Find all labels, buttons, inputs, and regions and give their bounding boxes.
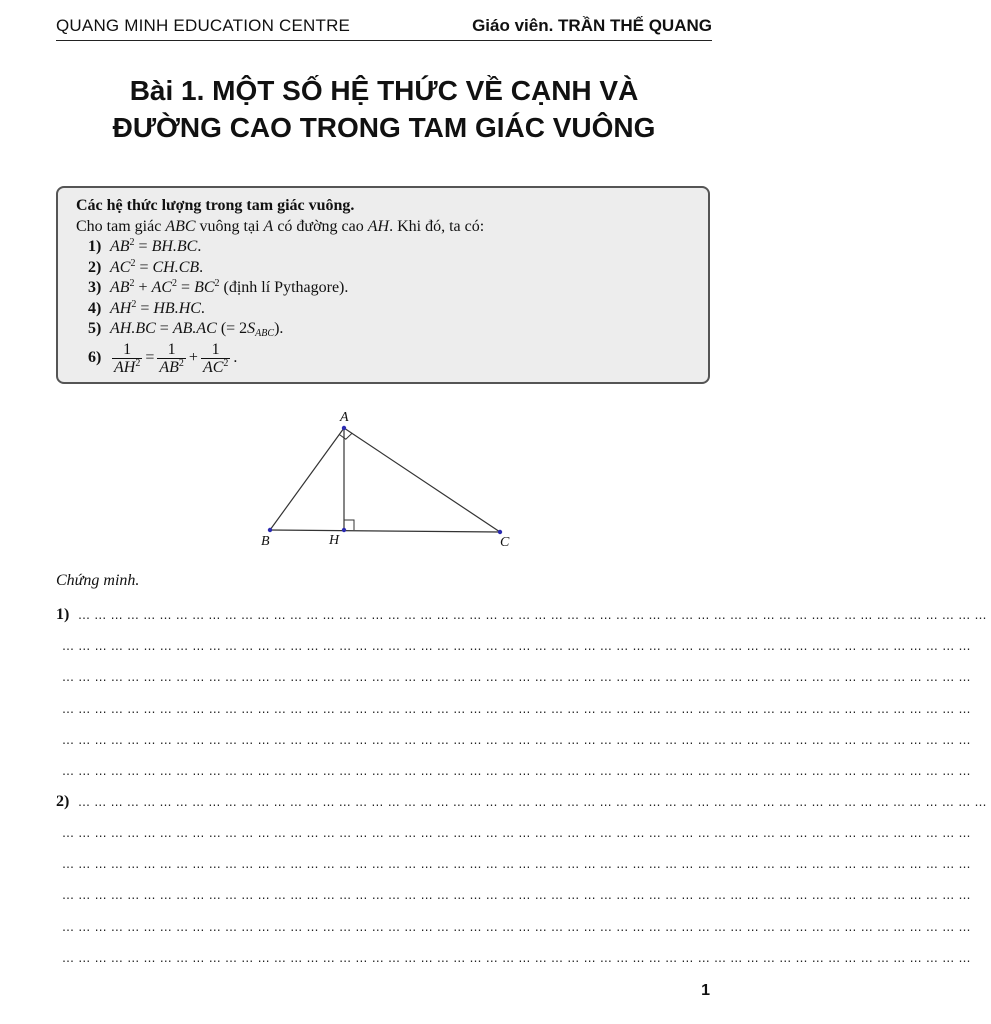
formula-2 [76,258,690,279]
intro-triangle: ABC [165,217,196,235]
answer-line-1-1[interactable] [56,606,991,626]
formula-exponent: 2 [178,357,184,369]
dot-leader: …………………………………………………………………………………………………………………………………………………… [78,795,991,809]
fraction-numerator: 1 [211,340,220,358]
intro-text: Cho tam giác [76,217,166,235]
formula-end: . [197,238,202,255]
dot-leader: …………………………………………………………………………………………………………………………………………………… [62,920,975,934]
point-c [498,530,502,534]
formula-exponent: 2 [129,237,135,248]
formula-number: 4) [88,299,102,317]
answer-line-2-3[interactable] [56,855,975,875]
teacher-name: Giáo viên. TRẦN THẾ QUANG [472,16,712,35]
formula-plus: + [188,348,198,366]
answer-line-2-1[interactable] [56,793,991,813]
formula-equals: = [136,299,154,317]
answer-line-2-5[interactable] [56,918,975,938]
proof-item-number: 2) [56,793,70,810]
formula-6 [76,341,690,376]
answer-line-1-2[interactable] [56,637,975,657]
theorem-intro [76,217,690,238]
dot-leader: …………………………………………………………………………………………………………………………………………………… [62,670,975,684]
formula-number: 6) [88,348,102,366]
right-angle-mark-a [339,433,352,439]
formula-paren: ). [274,320,284,337]
answer-line-2-2[interactable] [56,824,975,844]
answer-line-1-3[interactable] [56,668,975,688]
fraction-1-over-ab2 [157,341,186,376]
formula-term: AC [202,358,224,376]
formula-exponent: 2 [131,298,137,310]
formula-end: . [200,299,205,317]
formula-equals: = [177,279,195,296]
formula-number: 1) [88,238,102,255]
dot-leader: …………………………………………………………………………………………………………………………………………………… [62,733,975,747]
label-b: B [261,534,270,549]
formula-note: (định lí Pythagore). [219,279,349,296]
formula-end: . [233,348,238,366]
answer-line-1-6[interactable] [56,762,975,782]
right-angle-marks [339,433,354,530]
lesson-title-line-2: ĐƯỜNG CAO TRONG TAM GIÁC VUÔNG [112,112,656,143]
formula-term: AB [110,279,130,296]
formula-exponent: 2 [130,257,136,269]
formula-term: AB [110,238,130,255]
intro-vertex: A [263,217,274,235]
page-header [56,14,712,41]
edge-ac [344,428,500,532]
vertex-points [268,426,502,534]
formula-exponent: 2 [223,357,229,369]
dot-leader: …………………………………………………………………………………………………………………………………………………… [78,608,991,622]
intro-text: có đường cao [273,217,368,235]
fraction-denominator [157,358,186,376]
formula-term: AB [159,358,179,376]
formula-term: HB.HC [153,299,201,317]
formula-term: AH.BC [110,320,156,337]
formula-1 [76,237,690,258]
fraction-denominator [112,358,142,376]
fraction-1-over-ah2 [112,341,142,376]
fraction-numerator: 1 [123,340,132,358]
formula-area: S [247,320,256,337]
formula-exponent: 2 [214,278,220,289]
dot-leader: …………………………………………………………………………………………………………………………………………………… [62,639,975,653]
formula-equals: = [145,348,155,366]
formula-plus: + [134,279,152,296]
label-h: H [329,533,340,548]
dot-leader: …………………………………………………………………………………………………………………………………………………… [62,888,975,902]
right-triangle-figure [240,400,530,556]
answer-line-1-5[interactable] [56,731,975,751]
lesson-title [40,72,728,146]
edge-ab [270,428,344,530]
dot-leader: …………………………………………………………………………………………………………………………………………………… [62,702,975,716]
answer-line-2-6[interactable] [56,949,975,969]
formula-term: AH [110,299,132,317]
formula-term: AC [151,279,173,296]
formula-number: 5) [88,320,102,337]
theorem-heading: Các hệ thức lượng trong tam giác vuông. [76,197,355,214]
formula-number: 3) [88,279,102,296]
theorem-box [56,186,710,384]
dot-leader: …………………………………………………………………………………………………………………………………………………… [62,857,975,871]
formula-exponent: 2 [129,278,135,289]
point-h [342,528,346,532]
fraction-1-over-ac2 [201,341,230,376]
formula-term: CH.CB [152,258,200,276]
formula-term: AC [110,258,131,276]
formula-paren: (= 2 [216,320,248,337]
formula-end: . [199,258,204,276]
intro-altitude: AH [367,217,390,235]
dot-leader: …………………………………………………………………………………………………………………………………………………… [62,764,975,778]
point-b [268,528,272,532]
formula-subscript: ABC [255,328,275,339]
fraction-denominator [201,358,230,376]
answer-line-2-4[interactable] [56,886,975,906]
dot-leader: …………………………………………………………………………………………………………………………………………………… [62,951,975,965]
formula-equals: = [134,238,152,255]
formula-term: BH.BC [151,238,198,255]
triangle-edges [270,428,500,532]
lesson-title-line-1: Bài 1. MỘT SỐ HỆ THỨC VỀ CẠNH VÀ [129,75,639,106]
proof-item-number: 1) [56,606,70,623]
formula-exponent: 2 [135,357,141,369]
answer-line-1-4[interactable] [56,700,975,720]
point-a [342,426,346,430]
formula-number: 2) [88,258,102,276]
formula-exponent: 2 [172,278,178,289]
formula-4 [76,299,690,320]
formula-3 [76,278,690,299]
formula-term: BC [194,279,215,296]
label-a: A [340,410,349,425]
label-c: C [500,535,510,550]
edge-bc [270,530,500,532]
formula-term: AB.AC [172,320,217,337]
intro-text: vuông tại [195,217,264,235]
page-number: 1 [701,982,710,999]
formula-5 [76,319,690,340]
formula-equals: = [135,258,153,276]
school-name: QUANG MINH EDUCATION CENTRE [56,16,351,35]
formula-term: AH [114,358,136,376]
formula-equals: = [155,320,173,337]
proof-heading: Chứng minh. [56,572,140,589]
fraction-numerator: 1 [167,340,176,358]
dot-leader: …………………………………………………………………………………………………………………………………………………… [62,826,975,840]
intro-text: . Khi đó, ta có: [389,217,485,235]
